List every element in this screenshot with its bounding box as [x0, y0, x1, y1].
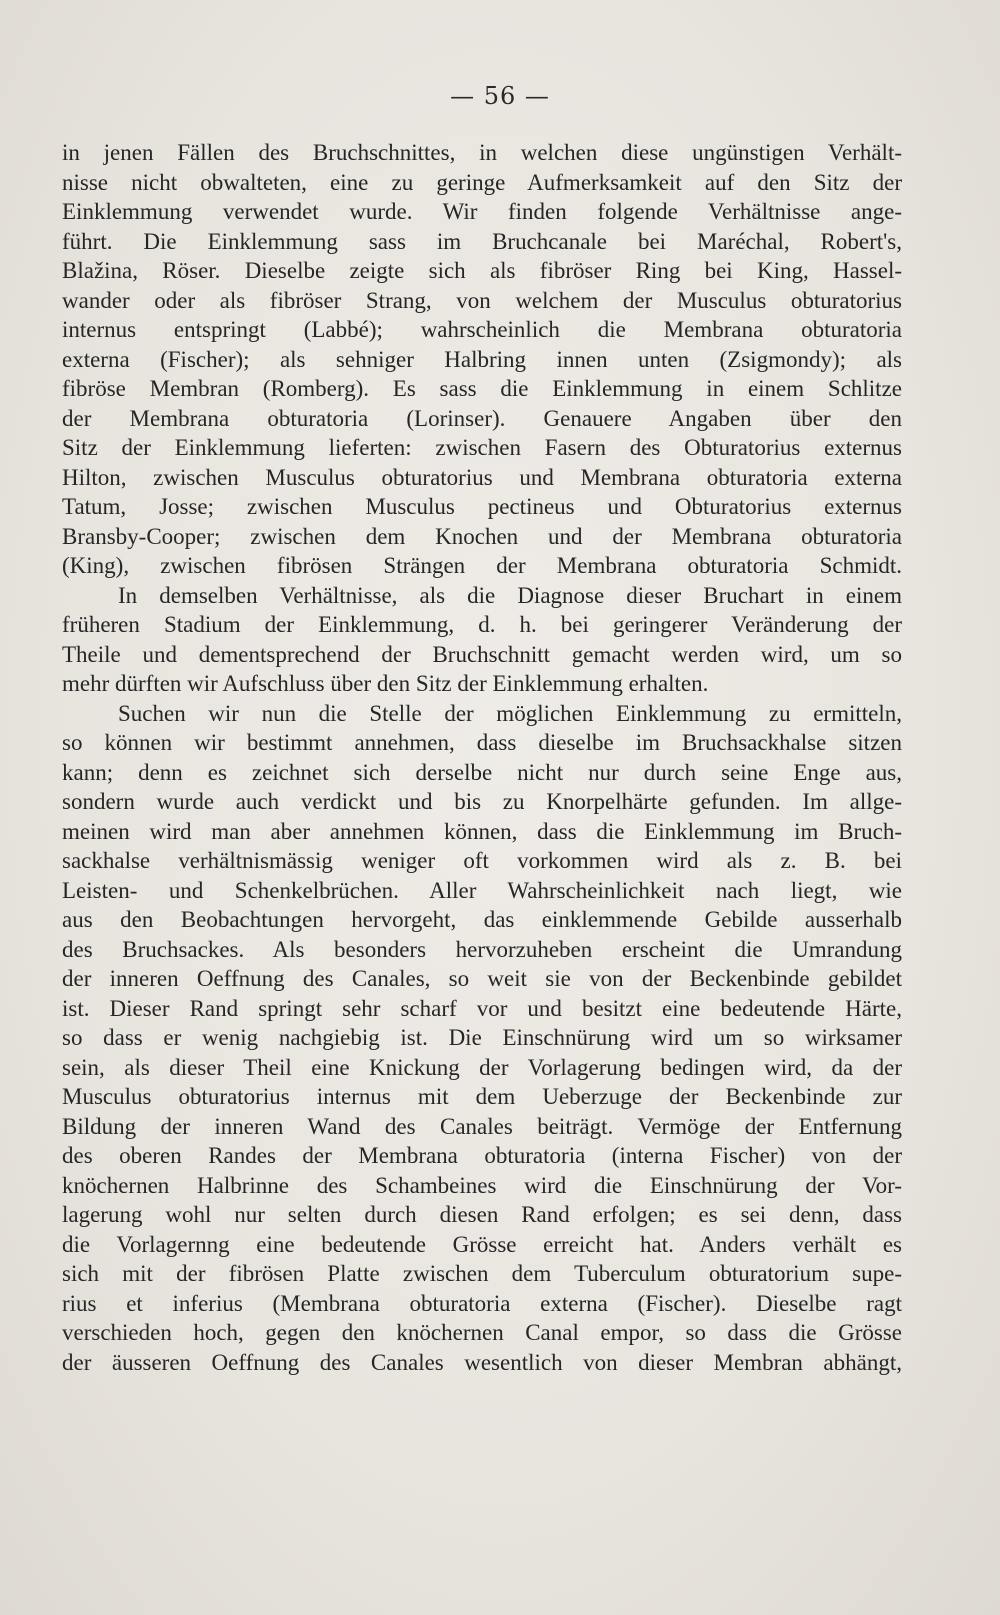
text-line: In demselben Verhältnisse, als die Diagnose dieser Bruchart in einem	[118, 582, 902, 608]
text-line: nisse nicht obwalteten, eine zu geringe Aufmerksamkeit auf den Sitz der	[62, 169, 902, 195]
text-line: führt. Die Einklemmung sass im Bruchcanale bei Maréchal, Robert's,	[62, 228, 902, 254]
page-number: — 56 —	[450, 82, 550, 110]
text-line: in jenen Fällen des Bruchschnittes, in welchen diese ungünstigen Verhält-	[62, 140, 902, 165]
text-line: sondern wurde auch verdickt und bis zu Knorpelhärte gefunden. Im allge-	[62, 789, 902, 814]
text-line: aus den Beobachtungen hervorgeht, das einklemmende Gebilde ausserhalb	[62, 907, 902, 932]
text-line: Einklemmung verwendet wurde. Wir finden folgende Verhältnisse ange-	[62, 199, 902, 224]
text-line: (King), zwischen fibrösen Strängen der Membrana obturatoria Schmidt.	[62, 553, 902, 578]
text-line: externa (Fischer); als sehniger Halbring innen unten (Zsigmondy); als	[62, 346, 902, 372]
text-line: der äusseren Oeffnung des Canales wesentlich von dieser Membran abhängt,	[62, 1349, 902, 1375]
text-line: sackhalse verhältnismässig weniger oft vorkommen wird als z. B. bei	[62, 848, 902, 873]
text-line: die Vorlagernng eine bedeutende Grösse erreicht hat. Anders verhält es	[62, 1231, 902, 1257]
text-line: mehr dürften wir Aufschluss über den Sitz der Einklemmung erhalten.	[62, 671, 709, 696]
text-line: früheren Stadium der Einklemmung, d. h. bei geringerer Veränderung der	[62, 612, 902, 637]
text-line: Tatum, Josse; zwischen Musculus pectineus und Obturatorius externus	[62, 494, 902, 519]
text-line: lagerung wohl nur selten durch diesen Rand erfolgen; es sei denn, dass	[62, 1202, 902, 1227]
text-line: so dass er wenig nachgiebig ist. Die Einschnürung wird um so wirksamer	[62, 1025, 902, 1050]
text-line: kann; denn es zeichnet sich derselbe nicht nur durch seine Enge aus,	[62, 759, 902, 785]
text-line: Musculus obturatorius internus mit dem Ueberzuge der Beckenbinde zur	[62, 1084, 902, 1109]
text-line: Bransby-Cooper; zwischen dem Knochen und der Membrana obturatoria	[62, 523, 902, 549]
text-line: meinen wird man aber annehmen können, dass die Einklemmung im Bruch-	[62, 818, 902, 844]
text-line: der inneren Oeffnung des Canales, so weit sie von der Beckenbinde gebildet	[62, 966, 902, 991]
text-line: Blažina, Röser. Dieselbe zeigte sich als fibröser Ring bei King, Hassel-	[62, 258, 902, 283]
text-line: Bildung der inneren Wand des Canales beiträgt. Vermöge der Entfernung	[62, 1113, 902, 1139]
text-line: wander oder als fibröser Strang, von welchem der Musculus obturatorius	[62, 287, 902, 313]
text-line: sich mit der fibrösen Platte zwischen dem Tuberculum obturatorium supe-	[62, 1261, 902, 1286]
text-line: der Membrana obturatoria (Lorinser). Genauere Angaben über den	[62, 405, 902, 431]
text-line: Sitz der Einklemmung lieferten: zwischen Fasern des Obturatorius externus	[62, 435, 902, 460]
body-text	[62, 138, 902, 1377]
text-line: internus entspringt (Labbé); wahrscheinlich die Membrana obturatoria	[62, 317, 902, 342]
text-line: verschieden hoch, gegen den knöchernen Canal empor, so dass die Grösse	[62, 1320, 902, 1345]
text-line: sein, als dieser Theil eine Knickung der Vorlagerung bedingen wird, da der	[62, 1054, 902, 1080]
text-line: des oberen Randes der Membrana obturatoria (interna Fischer) von der	[62, 1143, 902, 1168]
text-line: ist. Dieser Rand springt sehr scharf vor und besitzt eine bedeutende Härte,	[62, 995, 902, 1021]
text-line: knöchernen Halbrinne des Schambeines wird die Einschnürung der Vor-	[62, 1172, 902, 1198]
text-line: Leisten- und Schenkelbrüchen. Aller Wahrscheinlichkeit nach liegt, wie	[62, 877, 902, 903]
text-line: fibröse Membran (Romberg). Es sass die Einklemmung in einem Schlitze	[62, 376, 902, 401]
text-line: Suchen wir nun die Stelle der möglichen Einklemmung zu ermitteln,	[118, 700, 902, 726]
text-line: Theile und dementsprechend der Bruchschnitt gemacht werden wird, um so	[62, 641, 902, 667]
text-line: so können wir bestimmt annehmen, dass dieselbe im Bruchsackhalse sitzen	[62, 730, 902, 755]
text-line: des Bruchsackes. Als besonders hervorzuheben erscheint die Umrandung	[62, 936, 902, 962]
text-line: rius et inferius (Membrana obturatoria externa (Fischer). Dieselbe ragt	[62, 1290, 902, 1316]
text-line: Hilton, zwischen Musculus obturatorius und Membrana obturatoria externa	[62, 464, 902, 490]
